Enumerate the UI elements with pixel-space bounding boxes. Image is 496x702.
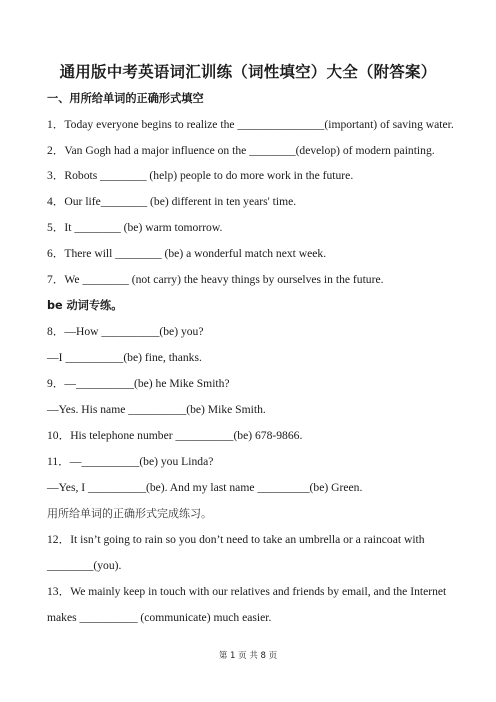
instruction-text: 用所给单词的正确形式完成练习。	[47, 507, 212, 520]
be-verb-heading: be 动词专练。	[47, 299, 123, 312]
question-13-continued: makes __________ (communicate) much easier.	[47, 611, 272, 624]
question-6: 6．There will ________ (be) a wonderful match next week.	[47, 247, 327, 260]
question-12: 12．It isn’t going to rain so you don’t need to take an umbrella or a raincoat with	[47, 533, 425, 546]
question-11-reply: —Yes, I __________(be). And my last name _________(be) Green.	[47, 481, 363, 494]
page-title: 通用版中考英语词汇训练（词性填空）大全（附答案）	[59, 63, 437, 81]
question-5: 5．It ________ (be) warm tomorrow.	[47, 221, 223, 234]
question-8: 8．—How __________(be) you?	[47, 325, 204, 338]
section-heading: 一、用所给单词的正确形式填空	[47, 92, 204, 105]
page-footer: 第 1 页 共 8 页	[218, 651, 278, 661]
question-13: 13．We mainly keep in touch with our relatives and friends by email, and the Internet	[47, 585, 447, 598]
question-1: 1．Today everyone begins to realize the _______________(important) of saving water.	[47, 118, 454, 131]
question-9: 9．—__________(be) he Mike Smith?	[47, 377, 230, 390]
question-4: 4．Our life________ (be) different in ten years' time.	[47, 195, 297, 208]
question-9-reply: —Yes. His name __________(be) Mike Smith.	[47, 403, 266, 416]
question-8-reply: —I __________(be) fine, thanks.	[47, 351, 202, 364]
question-3: 3．Robots ________ (help) people to do more work in the future.	[47, 169, 354, 182]
question-2: 2．Van Gogh had a major influence on the ________(develop) of modern painting.	[47, 144, 435, 157]
question-12-continued: ________(you).	[47, 559, 122, 572]
question-11: 11．—__________(be) you Linda?	[47, 455, 214, 468]
question-7: 7．We ________ (not carry) the heavy things by ourselves in the future.	[47, 273, 384, 286]
question-10: 10．His telephone number __________(be) 678-9866.	[47, 429, 303, 442]
